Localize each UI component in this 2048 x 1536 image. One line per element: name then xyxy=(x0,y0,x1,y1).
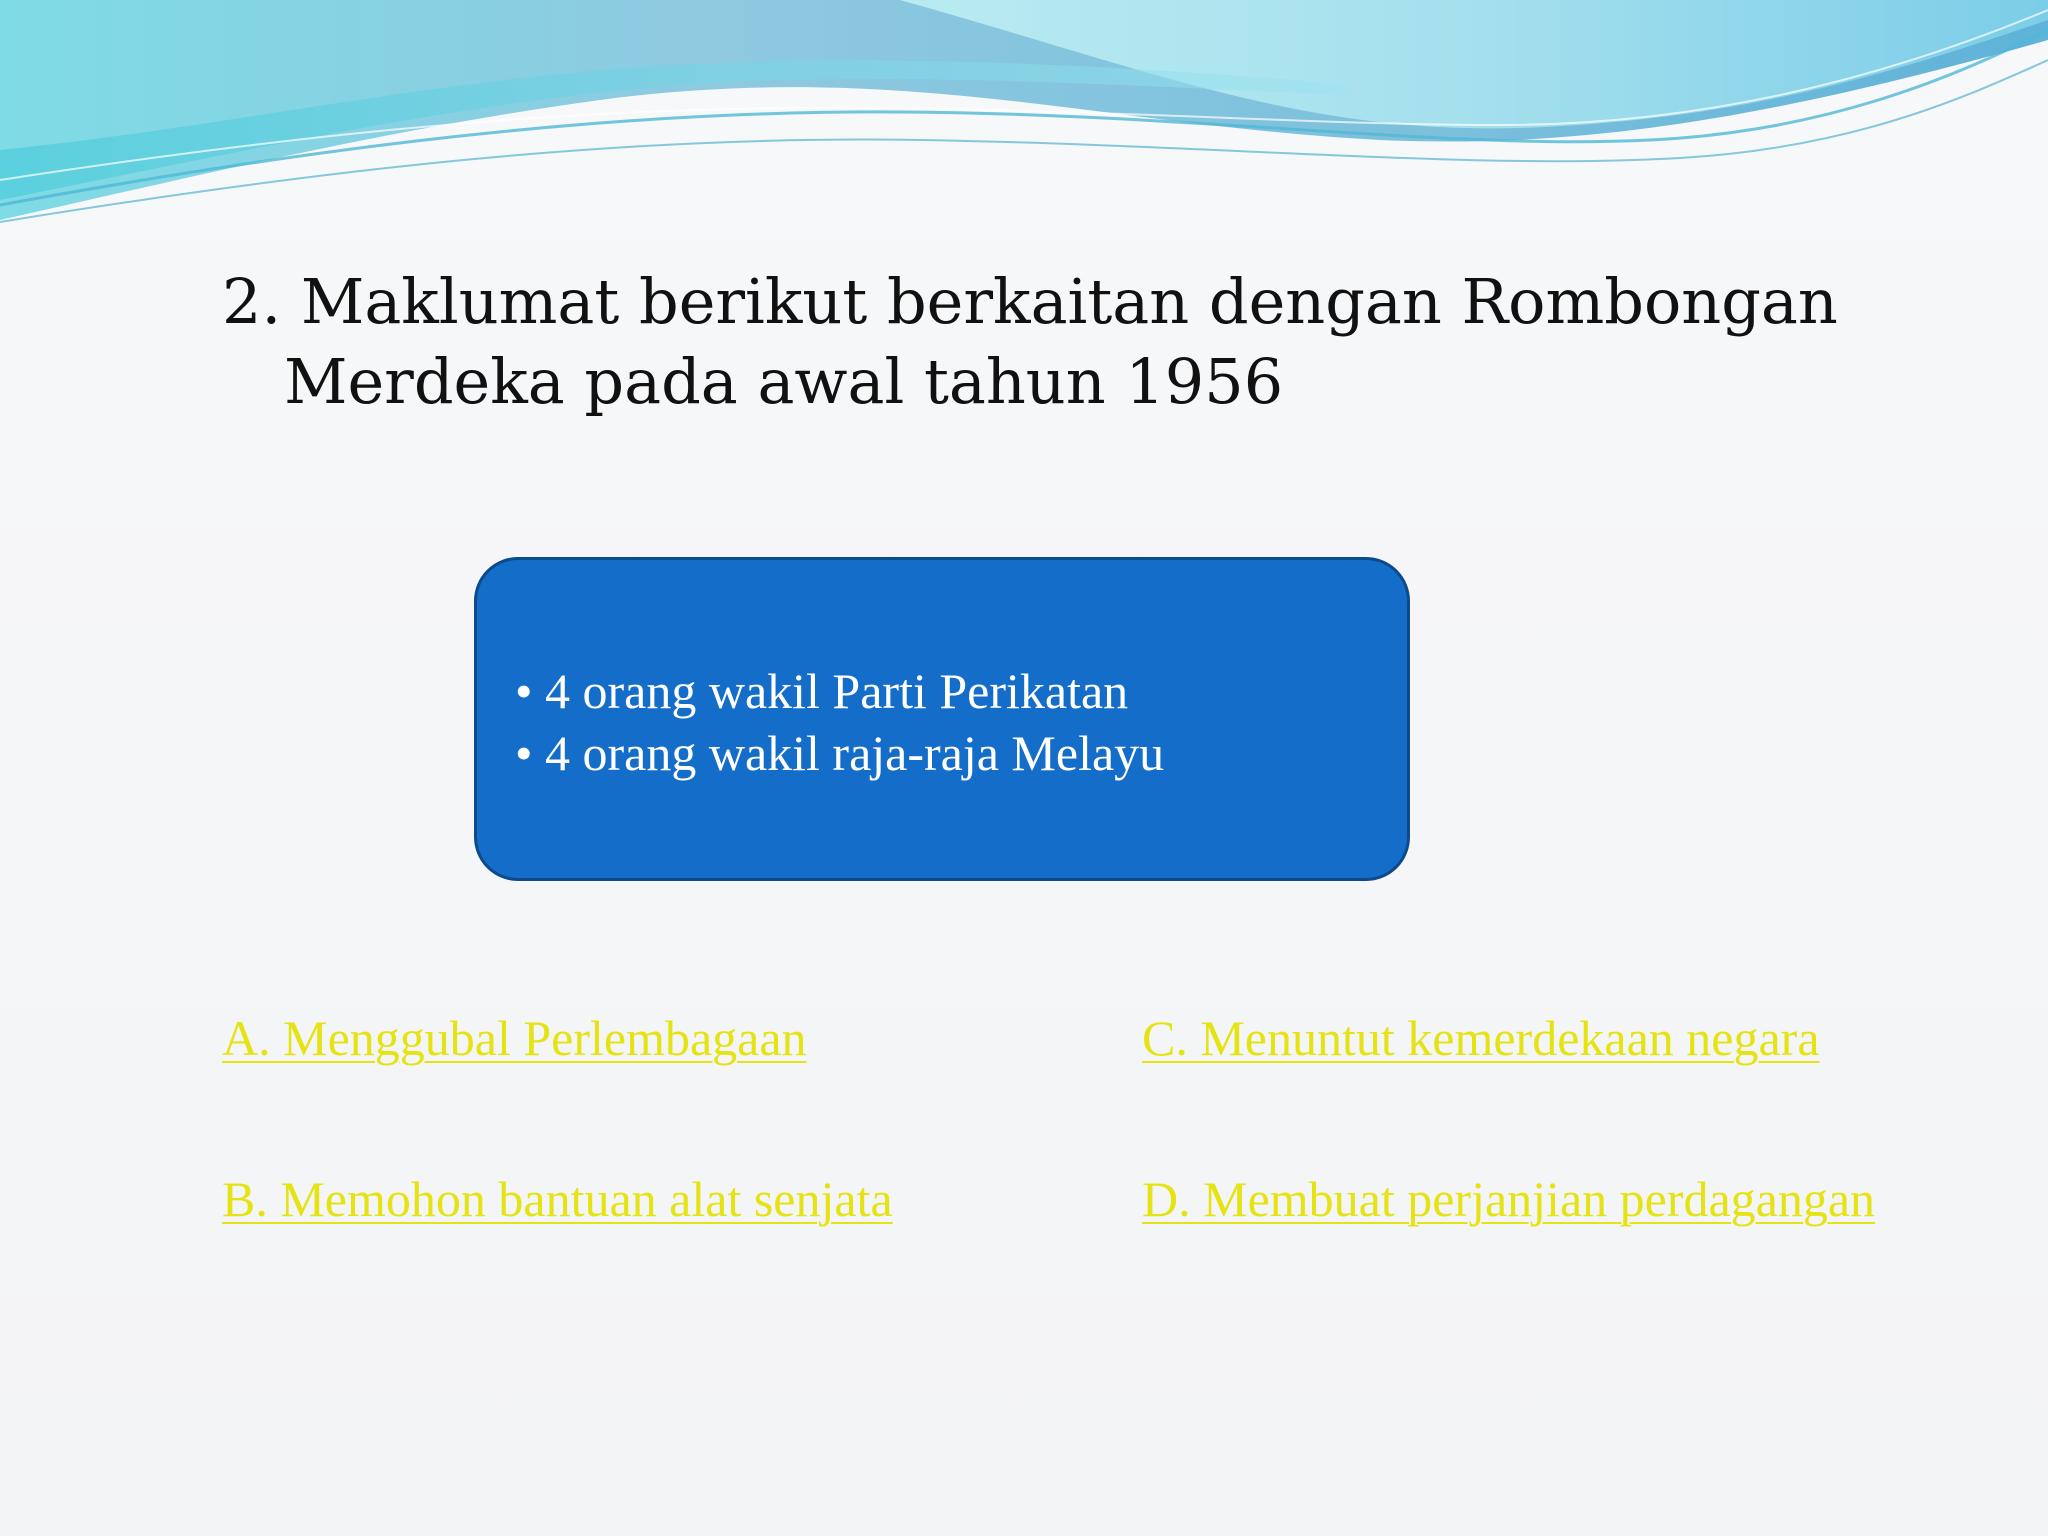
question-line-2: Merdeka pada awal tahun 1956 xyxy=(284,345,1284,418)
option-a-link[interactable]: A. Menggubal Perlembagaan xyxy=(222,1010,807,1066)
info-item-text: 4 orang wakil raja-raja Melayu xyxy=(545,725,1165,781)
question-text xyxy=(222,262,1872,422)
question-line-1: 2. Maklumat berikut berkaitan dengan Rombongan xyxy=(222,265,1838,338)
option-d-link[interactable]: D. Membuat perjanjian perdagangan xyxy=(1142,1171,1876,1227)
header-wave-decoration xyxy=(0,0,2048,240)
option-b-link[interactable]: B. Memohon bantuan alat senjata xyxy=(222,1171,893,1227)
info-item xyxy=(515,660,1407,722)
bullet-icon: • xyxy=(515,725,533,781)
bullet-icon: • xyxy=(515,663,533,719)
info-item-text: 4 orang wakil Parti Perikatan xyxy=(545,663,1129,719)
option-c-link[interactable]: C. Menuntut kemerdekaan negara xyxy=(1142,1010,1820,1066)
info-box xyxy=(474,557,1410,881)
info-item xyxy=(515,722,1407,784)
